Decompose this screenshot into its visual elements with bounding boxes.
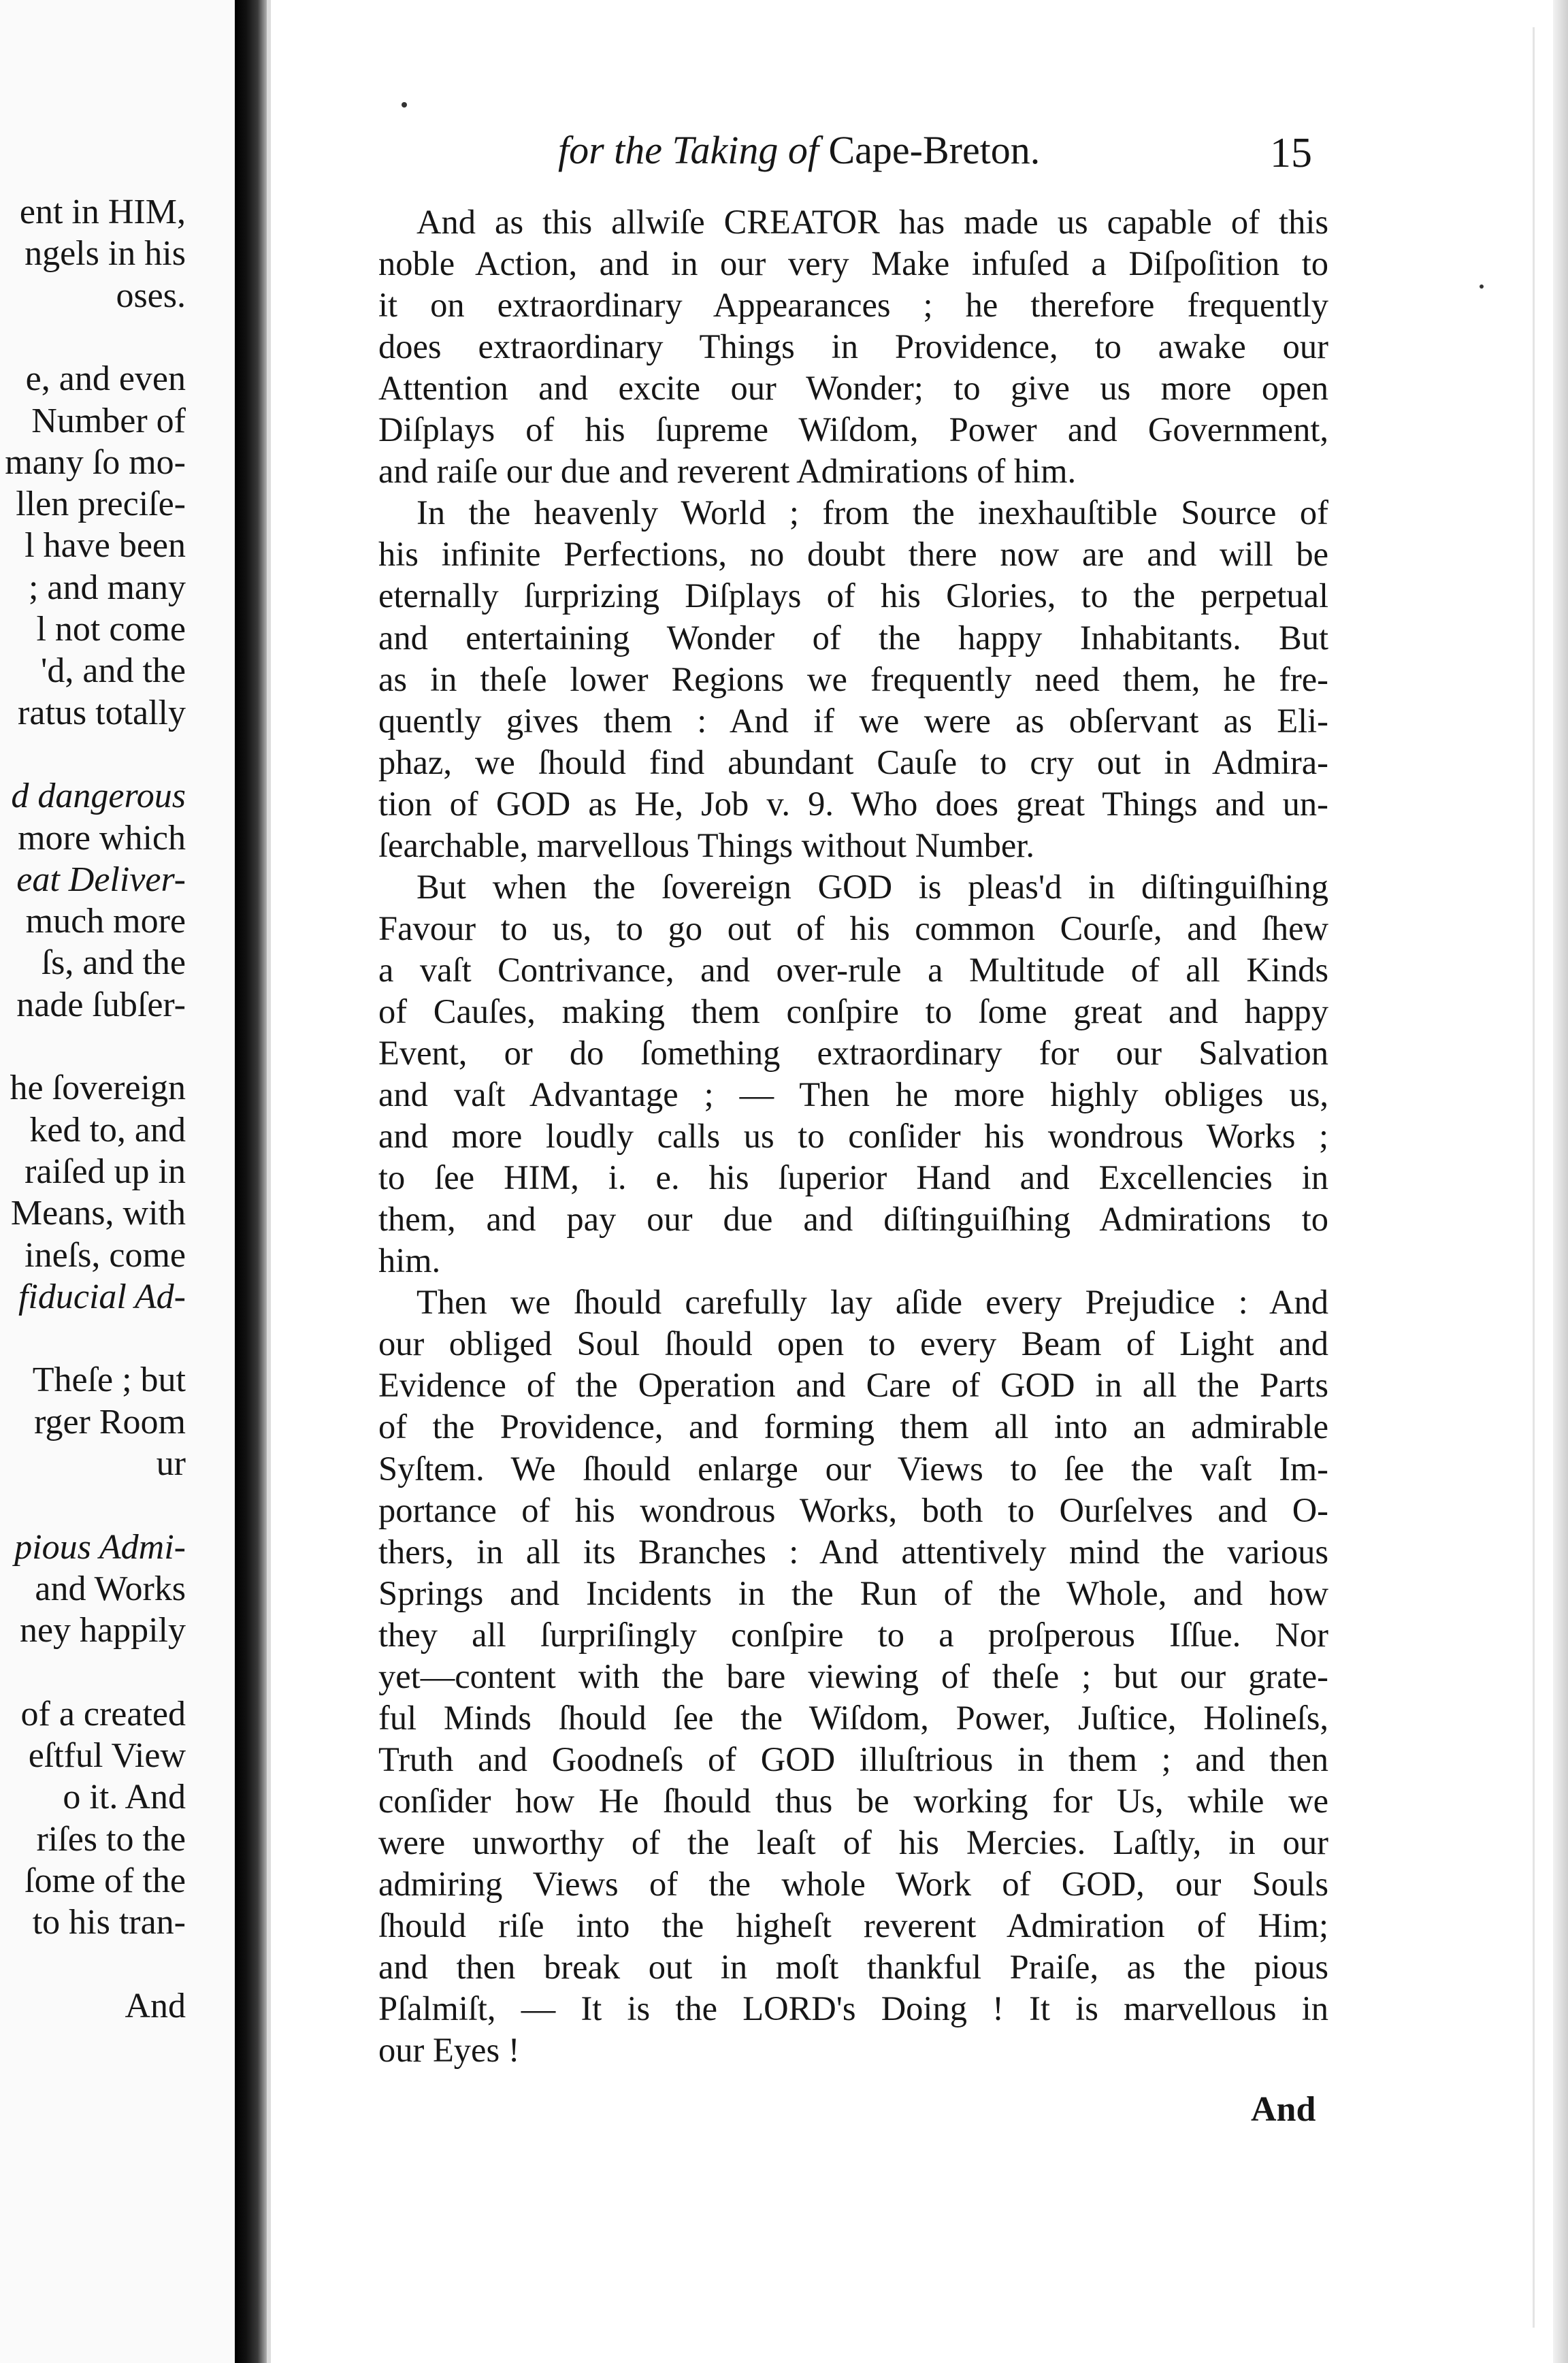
text-line: Favour to us, to go out of his common Courſe, and ſhew	[378, 909, 1328, 947]
facing-page-line: eat Deliver-	[16, 860, 186, 899]
text-line: Evidence of the Operation and Care of GOD in all the Parts	[378, 1366, 1328, 1405]
text-line: Springs and Incidents in the Run of the Whole, and how	[378, 1574, 1328, 1612]
text-line: admiring Views of the whole Work of GOD, our Souls	[378, 1865, 1328, 1903]
facing-page-line: l not come	[36, 610, 186, 649]
facing-page-line: he ſovereign	[10, 1069, 186, 1108]
running-head-italic: for the Taking of	[558, 128, 819, 172]
facing-page-line: And	[125, 1986, 186, 2025]
text-line: But when the ſovereign GOD is pleas'd in diſtinguiſhing	[416, 867, 1328, 906]
text-line: and vaſt Advantage ; — Then he more highly obliges us,	[378, 1075, 1328, 1114]
text-line: quently gives them : And if we were as obſervant as Eli-	[378, 701, 1328, 740]
facing-page-line: llen preciſe-	[16, 485, 186, 524]
running-head	[558, 127, 1040, 174]
text-line: ſearchable, marvellous Things without Number.	[378, 826, 1034, 864]
facing-page-line: pious Admi-	[14, 1527, 186, 1567]
text-line: phaz, we ſhould find abundant Cauſe to cry out in Admira-	[378, 743, 1328, 781]
facing-page-line: ney happily	[19, 1611, 186, 1650]
text-line: noble Action, and in our very Make infuſed a Diſpoſition to	[378, 244, 1328, 283]
text-line: And as this allwiſe CREATOR has made us capable of this	[416, 203, 1328, 241]
text-line: to ſee HIM, i. e. his ſuperior Hand and Excellencies in	[378, 1158, 1328, 1197]
facing-page-line: ; and many	[28, 568, 186, 607]
text-line: Diſplays of his ſupreme Wiſdom, Power and Government,	[378, 410, 1328, 449]
text-line: they all ſurpriſingly conſpire to a proſperous Iſſue. Nor	[378, 1615, 1328, 1654]
catchword: And	[1251, 2090, 1316, 2129]
text-line: were unworthy of the leaſt of his Mercies. Laſtly, in our	[378, 1823, 1328, 1861]
text-line: Attention and excite our Wonder; to give us more open	[378, 369, 1328, 408]
facing-page-line: ſome of the	[24, 1861, 186, 1900]
facing-page-line: l have been	[24, 526, 186, 566]
text-line: does extraordinary Things in Providence, to awake our	[378, 327, 1328, 366]
facing-page-line: Means, with	[10, 1194, 186, 1233]
text-line: and raiſe our due and reverent Admirations of him.	[378, 452, 1077, 491]
text-line: and then break out in moſt thankful Praiſe, as the pious	[378, 1948, 1328, 1987]
facing-page-line: ineſs, come	[24, 1235, 186, 1275]
text-line: eternally ſurprizing Diſplays of his Glories, to the perpetual	[378, 576, 1328, 615]
text-line: of Cauſes, making them conſpire to ſome great and happy	[378, 992, 1328, 1030]
facing-page-line: ent in HIM,	[19, 193, 186, 231]
text-line: Truth and Goodneſs of GOD illuſtrious in them ; and then	[378, 1740, 1328, 1778]
facing-page-line: many ſo mo-	[5, 442, 186, 482]
facing-page-line: ngels in his	[24, 234, 186, 274]
facing-page-line: raiſed up in	[24, 1152, 186, 1191]
facing-page-line: e, and even	[25, 359, 186, 399]
text-line: him.	[378, 1241, 441, 1280]
page-number: 15	[1270, 130, 1312, 176]
text-line: portance of his wondrous Works, both to Ourſelves and O-	[378, 1490, 1328, 1529]
text-line: them, and pay our due and diſtinguiſhing Admirations to	[378, 1200, 1328, 1239]
text-line: tion of GOD as He, Job v. 9. Who does great Things and un-	[378, 784, 1328, 823]
ink-speck	[402, 102, 407, 108]
facing-page-line: of a created	[20, 1694, 186, 1733]
text-line: yet—content with the bare viewing of theſe ; but our grate-	[378, 1657, 1328, 1695]
running-head-roman: Cape-Breton.	[828, 128, 1041, 172]
text-line: Event, or do ſomething extraordinary for our Salvation	[378, 1034, 1328, 1072]
text-line: Pſalmiſt, — It is the LORD's Doing ! It is marvellous in	[378, 1989, 1328, 2028]
facing-page-line: 'd, and the	[41, 651, 186, 691]
text-line: Syſtem. We ſhould enlarge our Views to ſee the vaſt Im-	[378, 1449, 1328, 1488]
text-line: ſhould riſe into the higheſt reverent Admiration of Him;	[378, 1906, 1328, 1945]
facing-page-line: much more	[25, 902, 186, 941]
text-line: and entertaining Wonder of the happy Inhabitants. But	[378, 618, 1328, 657]
text-line: thers, in all its Branches : And attentively mind the various	[378, 1532, 1328, 1571]
facing-page-line: d dangerous	[11, 777, 186, 816]
text-line: of the Providence, and forming them all into an admirable	[378, 1407, 1328, 1446]
facing-page-line: o it. And	[63, 1778, 186, 1817]
facing-page-line: nade ſubſer-	[16, 985, 186, 1024]
facing-page-line: Theſe ; but	[32, 1360, 186, 1400]
facing-page-line: ur	[156, 1444, 186, 1483]
facing-page-line: riſes to the	[36, 1819, 186, 1859]
ink-speck	[1480, 284, 1484, 289]
facing-page-line: fiducial Ad-	[18, 1277, 186, 1316]
facing-page-line: ked to, and	[29, 1110, 186, 1150]
text-line: ful Minds ſhould ſee the Wiſdom, Power, Juſtice, Holineſs,	[378, 1698, 1328, 1737]
text-line: and more loudly calls us to conſider his wondrous Works ;	[378, 1117, 1328, 1156]
text-line: his infinite Perfections, no doubt there now are and will be	[378, 535, 1328, 574]
facing-page-line: ratus totally	[18, 693, 186, 732]
facing-page-line: ſs, and the	[41, 943, 186, 983]
book-gutter-shadow	[235, 0, 267, 2363]
facing-page-fragment	[0, 0, 235, 2363]
facing-page-line: more which	[18, 818, 186, 858]
page-edge-line	[1533, 27, 1535, 2328]
facing-page-line: Number of	[31, 401, 186, 440]
facing-page-line: eſtful View	[28, 1736, 186, 1776]
facing-page-line: rger Room	[34, 1402, 186, 1441]
facing-page-line: to his tran-	[32, 1903, 186, 1942]
text-line: conſider how He ſhould thus be working for Us, while we	[378, 1781, 1328, 1820]
text-line: it on extraordinary Appearances ; he therefore frequently	[378, 286, 1328, 325]
page-edge-shadow	[1553, 0, 1568, 2363]
text-line: Then we ſhould carefully lay aſide every Prejudice : And	[416, 1283, 1328, 1322]
text-line: a vaſt Contrivance, and over-rule a Multitude of all Kinds	[378, 950, 1328, 989]
facing-page-line: and Works	[35, 1569, 186, 1608]
facing-page-line: oses.	[116, 276, 186, 315]
text-line: In the heavenly World ; from the inexhauſtible Source of	[416, 493, 1328, 532]
text-line: our obliged Soul ſhould open to every Beam of Light and	[378, 1324, 1328, 1363]
text-line: our Eyes !	[378, 2031, 520, 2070]
text-line: as in theſe lower Regions we frequently need them, he fre-	[378, 659, 1328, 698]
